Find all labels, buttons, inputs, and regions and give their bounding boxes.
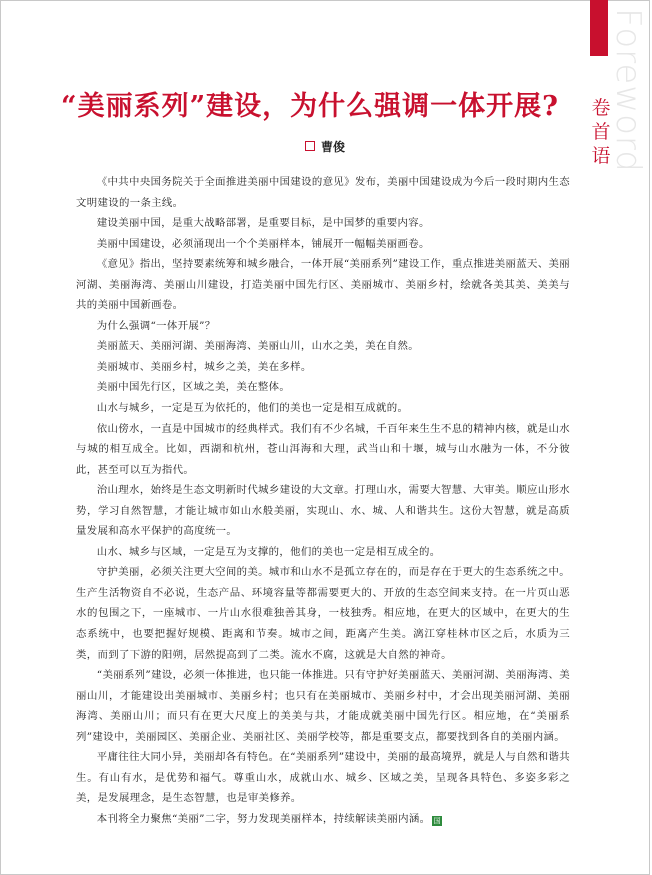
- paragraph-11: 治山理水，始终是生态文明新时代城乡建设的大文章。打理山水，需要大智慧、大审美。顺应山形水势，学习自然智慧，才能让城市如山水般美丽，实现山、水、城、人和谐共生。这份大智慧，就是高质量发展和高水平保护的高度统一。: [76, 484, 570, 538]
- paragraph-15: 平庸往往大同小异，美丽却各有特色。在“美丽系列”建设中，美丽的最高境界，就是人与自然和谐共生。有山有水，是优势和福气。尊重山水，成就山水、城乡、区域之美，呈现各具特色、多姿多彩之美，是发展理念，是生态智慧，也是审美修养。: [76, 751, 570, 805]
- paragraph-14: “美丽系列”建设，必须一体推进，也只能一体推进。只有守护好美丽蓝天、美丽河湖、美丽海湾、美丽山川，才能建设出美丽城市、美丽乡村；也只有在美丽城市、美丽乡村中，才会出现美丽河湖、美丽海湾、美丽山川；而只有在更大尺度上的美美与共，才能成就美丽中国先行区。相应地，在“美丽系列”建设中，美丽园区、美丽企业、美丽社区、美丽学校等，都是重要支点，都要找到各自的美丽内涵。: [76, 669, 570, 743]
- paragraph-4: 《意见》指出，坚持要素统筹和城乡融合，一体开展“美丽系列”建设工作，重点推进美丽蓝天、美丽河湖、美丽海湾、美丽山川建设，打造美丽中国先行区、美丽城市、美丽乡村，绘就各美其美、美美与共的美丽中国新画卷。: [76, 258, 570, 312]
- paragraph-1: 《中共中央国务院关于全面推进美丽中国建设的意见》发布，美丽中国建设成为今后一段时期内生态文明建设的一条主线。: [76, 176, 570, 209]
- paragraph-8: 美丽中国先行区，区域之美，美在整体。: [96, 381, 291, 394]
- column-char-2: 首: [591, 121, 611, 143]
- paragraph-16: [76, 809, 570, 830]
- article-title: “美丽系列”建设，为什么强调一体开展?: [61, 91, 559, 122]
- paragraph-5: 为什么强调“一体开展”？: [96, 319, 216, 332]
- column-name-vertical: [590, 96, 612, 168]
- author-line: [0, 138, 650, 155]
- paragraph-10: 依山傍水，一直是中国城市的经典样式。我们有不少名城，千百年来生生不息的精神内核，就是山水与城的相互成全。比如，西湖和杭州，苍山洱海和大理，武当山和十堰，城与山水融为一体，不分彼此，甚至可以互为指代。: [76, 422, 570, 476]
- column-char-3: 语: [591, 145, 611, 167]
- column-red-bar: [590, 0, 608, 56]
- paragraph-9: 山水与城乡，一定是互为依托的，他们的美也一定是相互成就的。: [96, 402, 409, 415]
- paragraph-2: 建设美丽中国，是重大战略部署，是重要目标，是中国梦的重要内容。: [96, 217, 430, 230]
- author-square-icon: [305, 141, 315, 151]
- paragraph-12: 山水、城乡与区域，一定是互为支撑的，他们的美也一定是相互成全的。: [96, 545, 441, 558]
- paragraph-3: 美丽中国建设，必须涌现出一个个美丽样本，铺展开一幅幅美丽画卷。: [96, 237, 430, 250]
- author-name: 曹俊: [320, 140, 345, 154]
- foreword-label: [608, 8, 652, 188]
- paragraph-7: 美丽城市、美丽乡村，城乡之美，美在多样。: [96, 360, 312, 373]
- foreword-text: Foreword: [608, 8, 648, 173]
- paragraph-6: 美丽蓝天、美丽河湖、美丽海湾、美丽山川，山水之美，美在自然。: [96, 340, 420, 353]
- article-body: [76, 172, 570, 830]
- paragraph-16-text: 本刊将全力聚焦“美丽”二字，努力发现美丽样本，持续解读美丽内涵。: [96, 812, 431, 825]
- end-square-icon: 国: [433, 816, 442, 825]
- paragraph-13: 守护美丽，必须关注更大空间的美。城市和山水不是孤立存在的，而是存在于更大的生态系统之中。生产生活物资自不必说，生态产品、环境容量等都需要更大的、开放的生态空间来支持。在一片页山恶水的包围之下，一座城市、一片山水很难独善其身，一枝独秀。相应地，在更大的区域中，在更大的生态系统中，也要把握好规模、距离和节奏。城市之间，距离产生美。漓江穿桂林市区之后，水质为三类，而到了下游的阳朔，居然提高到了二类。流水不腐，这就是大自然的神奇。: [76, 566, 570, 661]
- column-char-1: 卷: [591, 97, 611, 119]
